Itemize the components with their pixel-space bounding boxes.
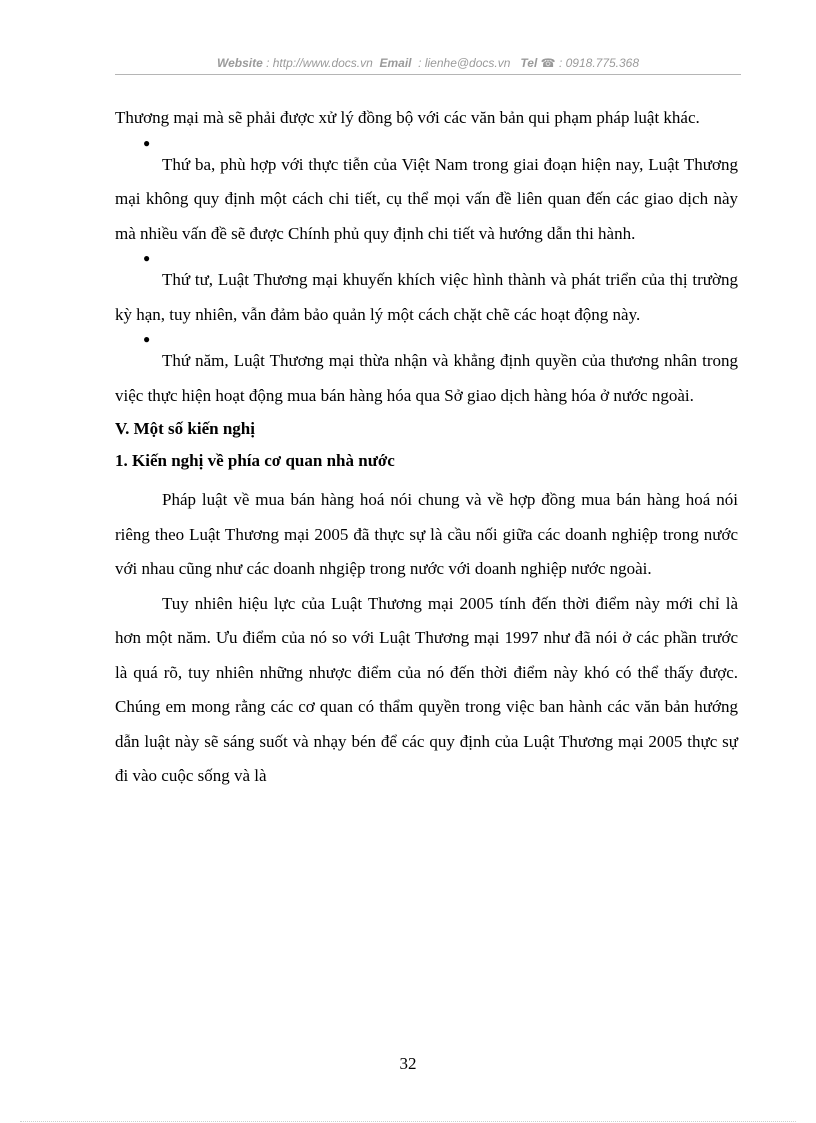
bullet-icon: ●	[143, 332, 151, 346]
tel-label: Tel	[520, 56, 538, 70]
header-divider	[115, 74, 741, 75]
bullet-paragraph-third: Thứ ba, phù hợp với thực tiễn của Việt Nam trong giai đoạn hiện nay, Luật Thương mại không quy định một cách chi tiết, cụ thể mọi vấn đề liên quan đến các giao dịch này mà nhiều vấn đề sẽ được Chính phủ quy định chi tiết và hướng dẫn thi hành.	[115, 154, 738, 243]
paragraph-continuation: Thương mại mà sẽ phải được xử lý đồng bộ với các văn bản qui phạm pháp luật khác.	[115, 108, 700, 127]
document-body	[115, 101, 738, 794]
bullet-icon: ●	[143, 135, 151, 150]
email-label: Email	[379, 56, 412, 70]
email-value: : lienhe@docs.vn	[418, 56, 511, 70]
body-paragraph: Tuy nhiên hiệu lực của Luật Thương mại 2005 tính đến thời điểm này mới chỉ là hơn một năm. Ưu điểm của nó so với Luật Thương mại 1997 như đã nói ở các phần trước là quá rõ, tuy nhiên những nhược điểm của nó đến thời điểm này khó có thể thấy được. Chúng em mong rằng các cơ quan có thẩm quyền trong việc ban hành các văn bản hướng dẫn luật này sẽ sáng suốt và nhạy bén để các quy định của Luật Thương mại 2005 thực sự đi vào cuộc sống và là	[115, 593, 738, 785]
bullet-paragraph-fourth: Thứ tư, Luật Thương mại khuyến khích việc hình thành và phát triển của thị trường kỳ hạn, tuy nhiên, vẫn đảm bảo quản lý một cách chặt chẽ các hoạt động này.	[115, 270, 738, 324]
page-bottom-border	[20, 1121, 796, 1122]
bullet-marker	[115, 136, 738, 158]
website-value: : http://www.docs.vn	[266, 56, 373, 70]
tel-value: ☎ : 0918.775.368	[540, 56, 640, 70]
subsection-heading: 1. Kiến nghị về phía cơ quan nhà nước	[115, 451, 395, 470]
bullet-marker	[115, 251, 738, 273]
website-label: Website	[216, 56, 263, 70]
body-paragraph: Pháp luật về mua bán hàng hoá nói chung và về hợp đồng mua bán hàng hoá nói riêng theo Luật Thương mại 2005 đã thực sự là cầu nối giữa các doanh nghiệp trong nước với nhau cũng như các doanh nhgiệp trong nước với doanh nghiệp nước ngoài.	[115, 490, 738, 578]
page-header	[115, 56, 741, 70]
bullet-paragraph-fifth: Thứ năm, Luật Thương mại thừa nhận và khẳng định quyền của thương nhân trong việc thực hiện hoạt động mua bán hàng hóa qua Sở giao dịch hàng hóa ở nước ngoài.	[115, 351, 738, 405]
section-heading: V. Một số kiến nghị	[115, 419, 255, 438]
bullet-marker	[115, 332, 738, 354]
bullet-icon: ●	[143, 251, 151, 265]
page-number: 32	[399, 1054, 417, 1073]
